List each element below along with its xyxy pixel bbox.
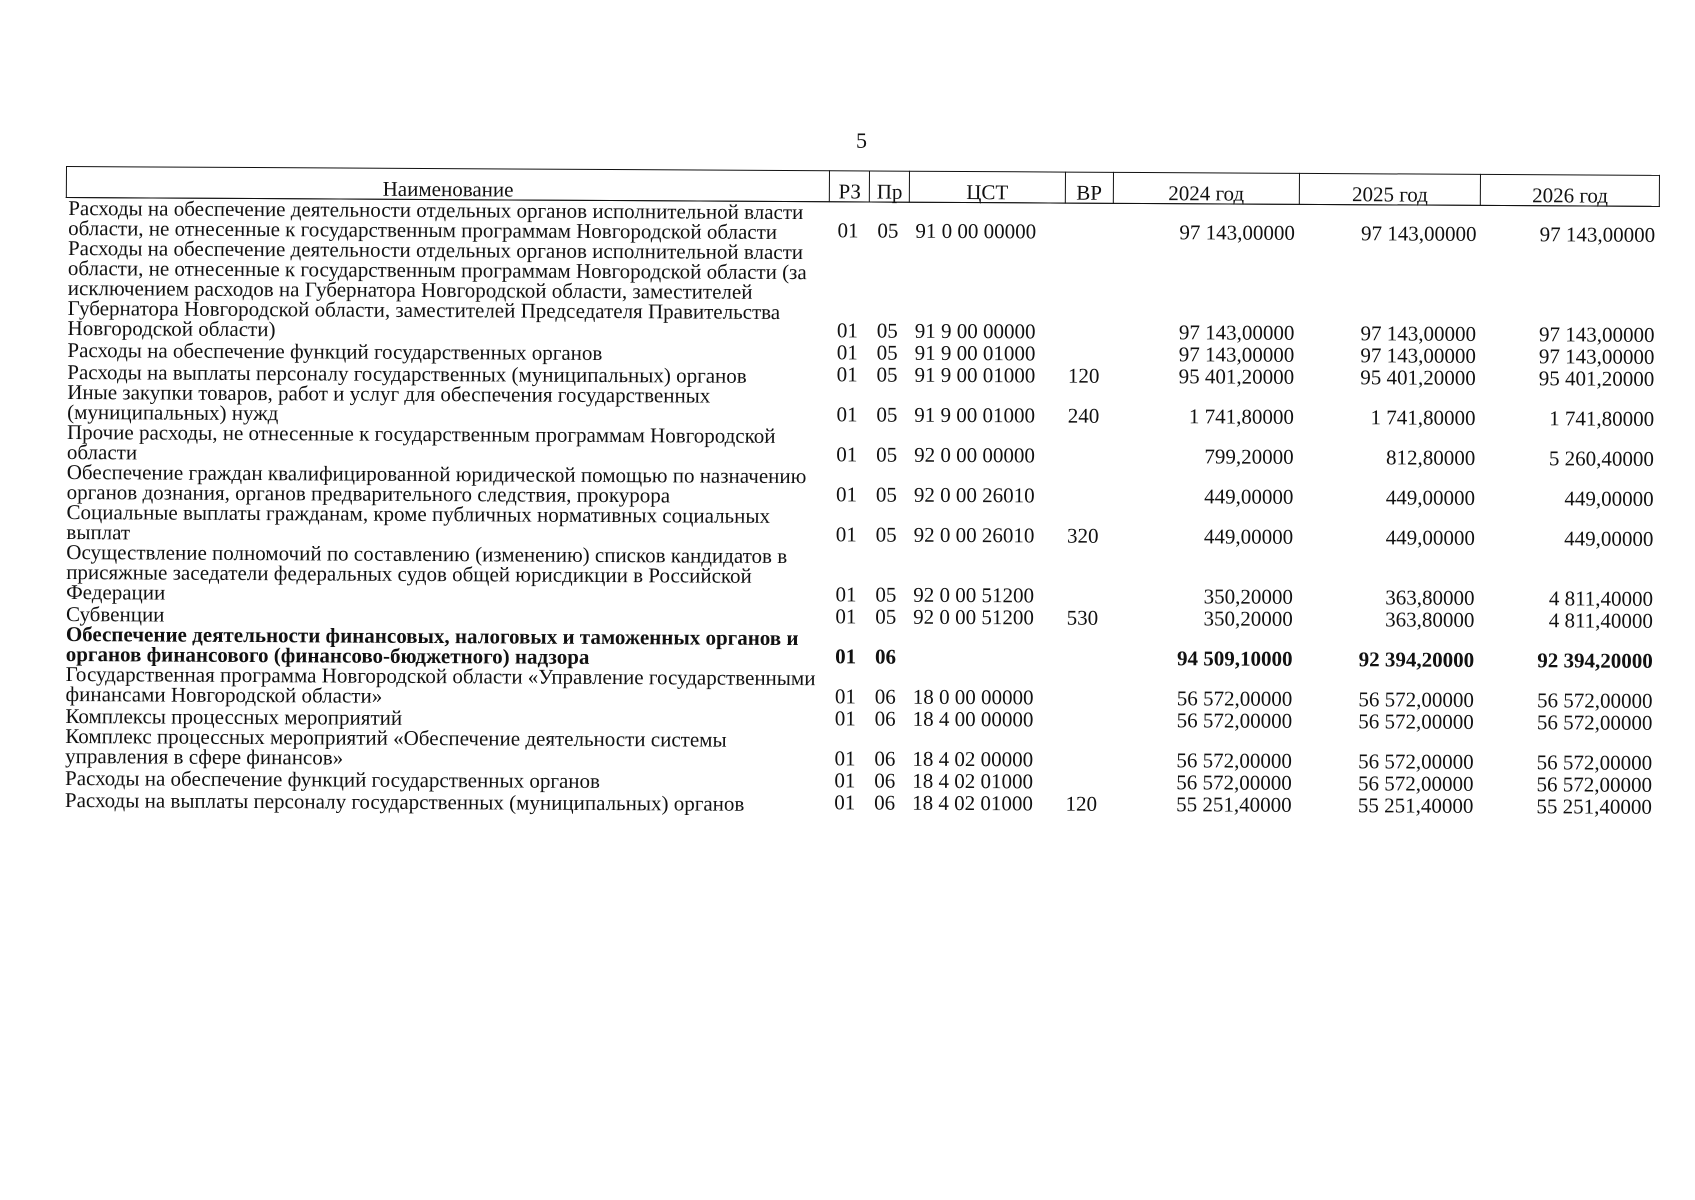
row-name: Расходы на обеспечение функций государственных органов (65, 766, 601, 793)
table-row (66, 238, 1660, 347)
row-pr: 05 (876, 362, 898, 387)
row-name: Расходы на выплаты персоналу государственных (муниципальных) органов (64, 788, 745, 816)
row-name: Субвенции (65, 602, 165, 627)
row-amount-2025: 812,80000 (1385, 445, 1476, 470)
row-amount-2026: 56 572,00000 (1536, 710, 1653, 735)
row-pr: 06 (874, 790, 896, 815)
table-row (64, 542, 1657, 611)
row-pr: 06 (874, 644, 897, 669)
row-cst: 18 0 00 00000 (912, 684, 1034, 710)
row-vr: 240 (1067, 403, 1100, 428)
row-vr: 320 (1066, 523, 1099, 548)
row-amount-2026: 55 251,40000 (1536, 794, 1653, 819)
row-name: Иные закупки товаров, работ и услуг для обеспечения государственных (муниципальных) нужд (67, 380, 711, 426)
row-cst: 92 0 00 51200 (913, 604, 1035, 630)
row-vr (1065, 203, 1114, 244)
row-cst: 92 0 00 51200 (913, 582, 1035, 608)
header-pr: Пр (870, 171, 910, 202)
row-name: Прочие расходы, не отнесенные к государственным программам Новгородской области (66, 420, 776, 465)
row-name: Расходы на обеспечение деятельности отдельных органов исполнительной власти области, не отнесенные к государственным программам Новгородской области (за исключением расходов на Губернатора Новгородской области, заместителей Губернатора Новгородской области, заместителей Председателя Правительства Новгородской области) (67, 236, 807, 342)
row-rz: 01 (836, 362, 858, 387)
row-amount-2026: 56 572,00000 (1536, 772, 1653, 797)
row-rz: 01 (835, 482, 858, 507)
row-amount-2025: 56 572,00000 (1358, 749, 1474, 774)
row-amount-2024: 97 143,00000 (1178, 320, 1295, 345)
row-rz: 01 (836, 402, 858, 427)
row-vr (1064, 344, 1112, 366)
row-cst: 91 0 00 00000 (915, 218, 1037, 244)
row-amount-2024: 350,20000 (1203, 584, 1293, 609)
row-pr: 05 (875, 604, 897, 629)
table-row (63, 788, 1656, 819)
row-pr: 05 (876, 340, 898, 365)
row-amount-2025: 97 143,00000 (1360, 343, 1476, 368)
row-amount-2026: 5 260,40000 (1548, 446, 1654, 471)
row-amount-2025: 449,00000 (1385, 485, 1476, 510)
row-amount-2025: 363,80000 (1385, 585, 1475, 610)
row-amount-2024: 799,20000 (1204, 444, 1294, 469)
row-vr (1064, 244, 1113, 344)
row-amount-2024: 449,00000 (1204, 484, 1294, 509)
row-rz: 01 (834, 790, 856, 815)
row-amount-2026: 97 143,00000 (1538, 344, 1655, 369)
header-vr: ВР (1065, 172, 1113, 203)
row-amount-2025: 55 251,40000 (1357, 793, 1474, 818)
row-amount-2026: 92 394,20000 (1537, 648, 1653, 673)
row-amount-2024: 55 251,40000 (1176, 792, 1292, 817)
row-amount-2025: 1 741,80000 (1370, 405, 1476, 430)
row-rz: 01 (837, 218, 859, 243)
budget-table (62, 166, 1660, 819)
row-amount-2025: 95 401,20000 (1360, 365, 1476, 390)
row-vr (1062, 670, 1111, 710)
row-cst: 92 0 00 00000 (914, 442, 1035, 468)
row-amount-2025: 92 394,20000 (1358, 647, 1475, 672)
row-name: Расходы на обеспечение деятельности отдельных органов исполнительной власти области, не отнесенные к государственным программам Новгородской области (68, 196, 804, 244)
row-pr: 05 (876, 318, 898, 343)
row-rz: 01 (834, 706, 856, 731)
row-amount-2025: 363,80000 (1385, 607, 1475, 632)
row-vr (1063, 548, 1112, 608)
row-amount-2025: 56 572,00000 (1357, 771, 1474, 796)
header-name: Наименование (66, 167, 830, 202)
row-cst: 91 9 00 01000 (914, 402, 1036, 428)
row-rz: 01 (836, 318, 859, 343)
row-vr (1062, 710, 1110, 732)
row-amount-2025: 56 572,00000 (1358, 687, 1475, 712)
header-2024: 2024 год (1113, 172, 1299, 204)
header-2025: 2025 год (1299, 173, 1481, 205)
row-cst: 18 4 00 00000 (912, 706, 1034, 732)
row-cst: 92 0 00 26010 (913, 522, 1035, 548)
row-amount-2026: 95 401,20000 (1538, 366, 1655, 391)
row-rz: 01 (835, 582, 857, 607)
row-amount-2026: 56 572,00000 (1536, 688, 1653, 713)
row-name: Осуществление полномочий по составлению (изменению) списков кандидатов в присяжные заседатели федеральных судов общей юрисдикции в Российской Федерации (66, 540, 788, 605)
header-2026: 2026 год (1481, 174, 1660, 206)
row-pr: 06 (874, 768, 896, 793)
row-vr (1063, 428, 1112, 468)
row-amount-2026: 4 811,40000 (1548, 608, 1654, 633)
row-cst: 91 9 00 01000 (914, 362, 1036, 388)
row-amount-2026: 449,00000 (1564, 486, 1654, 511)
page-number: 5 (856, 128, 867, 153)
row-amount-2024: 56 572,00000 (1176, 748, 1293, 773)
row-amount-2025: 56 572,00000 (1358, 709, 1474, 734)
row-cst: 91 9 00 01000 (914, 340, 1036, 366)
row-vr (1063, 468, 1112, 508)
row-cst: 18 4 02 00000 (912, 746, 1034, 772)
row-cst (907, 629, 1063, 670)
table-body (63, 198, 1659, 819)
row-name: Обеспечение граждан квалифицированной юридической помощью по назначению органов дознания, органов предварительного следствия, прокурора (66, 460, 807, 508)
row-pr: 05 (875, 582, 897, 607)
row-amount-2026: 97 143,00000 (1539, 222, 1656, 247)
row-name: Комплекс процессных мероприятий «Обеспечение деятельности системы управления в сфере финансов» (65, 724, 727, 770)
budget-table-wrapper (62, 166, 1660, 819)
row-pr: 06 (874, 746, 896, 771)
row-amount-2026: 56 572,00000 (1536, 750, 1653, 775)
row-amount-2024: 97 143,00000 (1179, 220, 1295, 245)
row-amount-2024: 97 143,00000 (1178, 342, 1295, 367)
row-amount-2024: 56 572,00000 (1176, 686, 1293, 711)
row-rz: 01 (835, 604, 857, 629)
row-rz: 01 (836, 340, 858, 365)
row-rz: 01 (834, 684, 856, 709)
row-name: Социальные выплаты гражданам, кроме публичных нормативных социальных выплат (66, 500, 771, 545)
row-pr: 05 (875, 482, 897, 507)
row-cst: 91 9 00 00000 (914, 318, 1036, 344)
row-cst: 18 4 02 01000 (912, 790, 1033, 816)
row-amount-2025: 97 143,00000 (1360, 321, 1477, 346)
row-amount-2026: 449,00000 (1564, 526, 1654, 551)
row-vr (1062, 772, 1110, 794)
row-name: Расходы на обеспечение функций государственных органов (67, 338, 603, 365)
row-amount-2024: 56 572,00000 (1176, 708, 1293, 733)
row-pr: 05 (876, 442, 898, 467)
row-amount-2024: 1 741,80000 (1188, 404, 1294, 429)
row-name: Расходы на выплаты персоналу государственных (муниципальных) органов (67, 360, 747, 388)
row-pr: 05 (876, 402, 898, 427)
row-amount-2024: 95 401,20000 (1178, 364, 1295, 389)
row-amount-2024: 56 572,00000 (1176, 770, 1292, 795)
header-rz: РЗ (830, 171, 870, 202)
row-pr: 05 (877, 218, 899, 243)
row-rz: 01 (834, 768, 856, 793)
row-amount-2024: 449,00000 (1203, 524, 1294, 549)
row-name: Комплексы процессных мероприятий (65, 704, 403, 730)
row-name: Обеспечение деятельности финансовых, налоговых и таможенных органов и органов финансового (финансово-бюджетного) надзора (65, 622, 799, 669)
row-amount-2024: 350,20000 (1203, 606, 1293, 631)
row-rz: 01 (835, 644, 857, 669)
row-name: Государственная программа Новгородской области «Управление государственными финансами Новгородской области» (65, 662, 816, 708)
row-vr (1062, 630, 1111, 670)
row-amount-2026: 97 143,00000 (1539, 322, 1655, 347)
row-vr: 530 (1066, 605, 1099, 630)
row-amount-2024: 94 509,10000 (1176, 646, 1293, 671)
row-amount-2026: 4 811,40000 (1548, 586, 1654, 611)
row-pr: 05 (875, 522, 897, 547)
row-pr: 06 (874, 684, 896, 709)
row-rz: 01 (836, 442, 858, 467)
row-cst: 18 4 02 01000 (912, 768, 1034, 794)
row-cst: 92 0 00 26010 (913, 482, 1035, 508)
row-vr: 120 (1065, 791, 1098, 816)
row-vr: 120 (1067, 363, 1100, 388)
row-pr: 06 (874, 706, 896, 731)
row-vr (1062, 732, 1111, 772)
row-amount-2026: 1 741,80000 (1549, 406, 1655, 431)
row-rz: 01 (834, 746, 856, 771)
header-cst: ЦСТ (910, 171, 1066, 203)
row-amount-2025: 97 143,00000 (1360, 221, 1477, 246)
row-amount-2025: 449,00000 (1385, 525, 1475, 550)
row-rz: 01 (835, 522, 857, 547)
